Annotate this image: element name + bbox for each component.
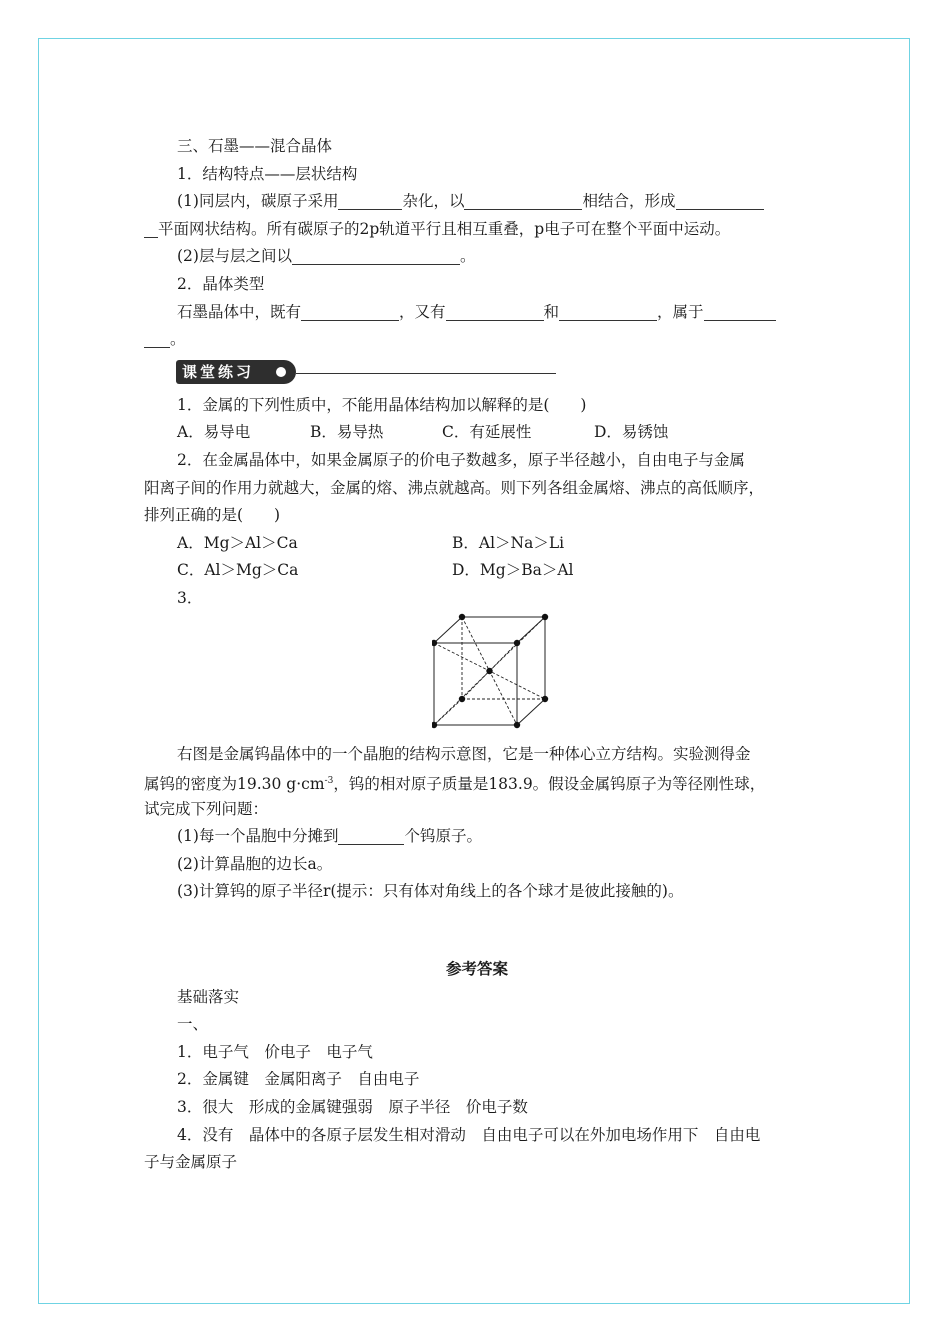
answer-4-line1: 4．没有 晶体中的各原子层发生相对滑动 自由电子可以在外加电场作用下 自由电 [177, 1125, 761, 1144]
blank-7[interactable] [559, 302, 657, 321]
question-1-options [144, 419, 810, 447]
question-3-sub1: (1)每一个晶胞中分摊到 个钨原子。 [177, 827, 482, 846]
exercise-banner [144, 358, 810, 386]
question-3-sub3: (3)计算钨的原子半径r(提示：只有体对角线上的各个球才是彼此接触的)。 [177, 882, 684, 901]
answers-part: 一、 [177, 1015, 209, 1034]
banner-rule [296, 373, 556, 375]
question-2-line3: 排列正确的是( ) [144, 506, 281, 525]
blank-1[interactable] [338, 191, 402, 210]
corner-atom [542, 695, 548, 701]
blank-9[interactable] [338, 826, 404, 845]
item1-para1-cont: 平面网状结构。所有碳原子的2p轨道平行且相互重叠，p电子可在整个平面中运动。 [144, 216, 810, 244]
document-body [144, 133, 810, 1177]
question-3-line3: 试完成下列问题： [144, 799, 269, 818]
question-2-options-row2 [144, 557, 810, 585]
section-heading: 三、石墨——混合晶体 [177, 137, 333, 155]
question-3-label: 3． [177, 588, 203, 607]
item2-para-cont: 。 [144, 326, 810, 354]
item1-title: 1．结构特点——层状结构 [177, 164, 358, 183]
question-2-line1: 2．在金属晶体中，如果金属原子的价电子数越多，原子半径越小，自由电子与金属 [177, 450, 745, 469]
corner-atom [459, 613, 465, 619]
blank-2[interactable] [464, 191, 582, 210]
item2-title: 2．晶体类型 [177, 274, 265, 293]
corner-atom [514, 639, 520, 645]
answers-section: 基础落实 [177, 987, 240, 1006]
q1-option-d[interactable]: D．易锈蚀 [594, 423, 669, 442]
blank-3-cont [144, 219, 158, 238]
question-3-line2: 属钨的密度为19.30 $g\cdot cm^{-3}$，钨的相对原子质量是183.9。假设金属钨原子为等径刚性球， [144, 775, 766, 794]
question-2-options-row1 [144, 530, 810, 558]
answers-title: 参考答案 [445, 960, 508, 979]
question-1: 1．金属的下列性质中，不能用晶体结构加以解释的是( ) [177, 395, 587, 414]
exercise-banner-label: 课堂练习 [176, 360, 296, 384]
q2-option-a[interactable]: A．Mg＞Al＞Ca [177, 533, 298, 552]
blank-8-cont [144, 329, 170, 348]
q2-option-b[interactable]: B．Al＞Na＞Li [452, 533, 565, 552]
q2-option-d[interactable]: D．Mg＞Ba＞Al [452, 561, 574, 580]
answer-2: 2．金属键 金属阳离子 自由电子 [177, 1070, 420, 1089]
blank-6[interactable] [446, 302, 544, 321]
blank-4[interactable] [292, 246, 460, 265]
item2-para: 石墨晶体中，既有 ，又有 和 ，属于 [144, 299, 810, 327]
unit-cell-diagram [432, 613, 552, 735]
body-center-atom [486, 667, 492, 673]
corner-atom [542, 613, 548, 619]
corner-atom [514, 721, 520, 727]
corner-atom [459, 695, 465, 701]
blank-8[interactable] [704, 302, 776, 321]
blank-5[interactable] [301, 302, 399, 321]
q1-option-c[interactable]: C．有延展性 [442, 423, 532, 442]
question-2-line2: 阳离子间的作用力就越大，金属的熔、沸点就越高。则下列各组金属熔、沸点的高低顺序， [144, 478, 765, 497]
q2-option-c[interactable]: C．Al＞Mg＞Ca [177, 561, 299, 580]
question-3-line1: 右图是金属钨晶体中的一个晶胞的结构示意图，它是一种体心立方结构。实验测得金 [177, 744, 751, 763]
item1-para1: (1)同层内，碳原子采用 杂化，以 相结合，形成 [144, 188, 810, 216]
bcc-unit-cell-figure [144, 613, 810, 741]
q1-option-b[interactable]: B．易导热 [310, 423, 384, 442]
answer-3: 3．很大 形成的金属键强弱 原子半径 价电子数 [177, 1098, 528, 1117]
banner-dot-icon [276, 367, 286, 377]
blank-3[interactable] [676, 191, 764, 210]
question-3-sub2: (2)计算晶胞的边长a。 [177, 854, 333, 873]
item1-para2: (2)层与层之间以 。 [177, 247, 476, 266]
q1-option-a[interactable]: A．易导电 [177, 423, 251, 442]
answer-4-line2: 子与金属原子 [144, 1153, 238, 1172]
answer-1: 1．电子气 价电子 电子气 [177, 1042, 373, 1061]
